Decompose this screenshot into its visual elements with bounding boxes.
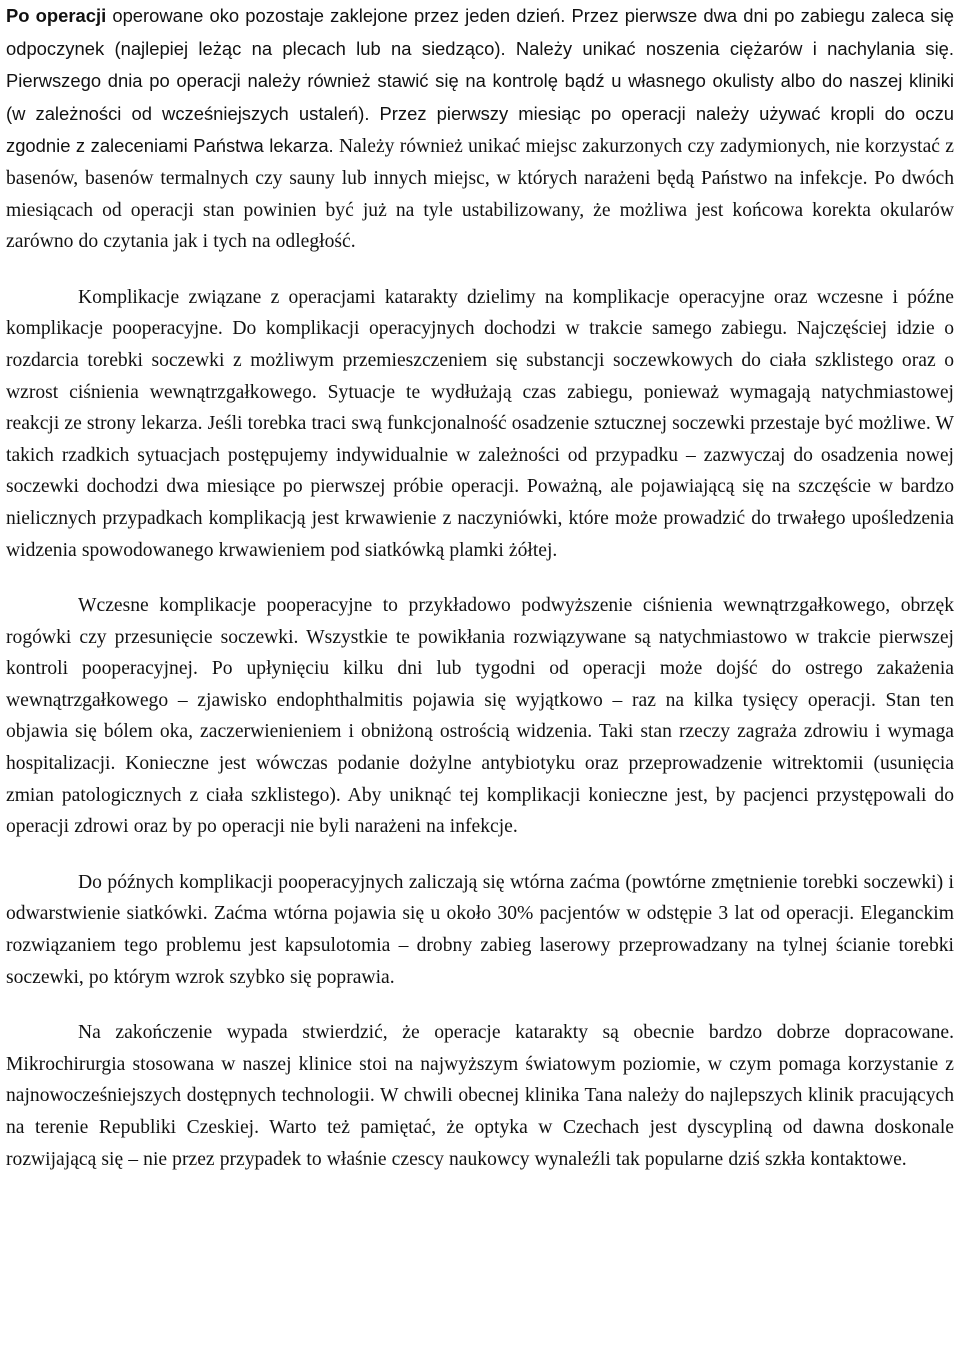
paragraph-lead-bold: Po operacji: [6, 5, 107, 26]
paragraph-postoperative-care: [6, 0, 954, 258]
paragraph-text-serif: Należy również unikać miejsc zakurzonych czy zadymionych, nie korzystać z basenów, basenów termalnych czy sauny lub innych miejsc, w których narażeni będą Państwo na infekcje. Po dwóch miesiącach od operacji stan powinien być już na tyle ustabilizowany, że możliwa jest końcowa korekta okularów zarówno do czytania jak i tych na odległość.: [6, 136, 954, 253]
paragraph-operative-complications: Komplikacje związane z operacjami katarakty dzielimy na komplikacje operacyjne oraz wczesne i późne komplikacje pooperacyjne. Do komplikacji operacyjnych dochodzi w trakcie samego zabiegu. Najczęściej idzie o rozdarcia torebki soczewki z możliwym przemieszczeniem się substancji soczewkowych do ciała szklistego oraz o wzrost ciśnienia wewnątrzgałkowego. Sytuacje te wydłużają czas zabiegu, ponieważ wymagają natychmiastowej reakcji ze strony lekarza. Jeśli torebka traci swą funkcjonalność osadzenie sztucznej soczewki przestaje być możliwe. W takich rzadkich sytuacjach postępujemy indywidualnie w zależności od przypadku – zazwyczaj do osadzenia nowej soczewki dochodzi dwa miesiące po pierwszej próbie operacji. Poważną, ale pojawiającą się na szczęście w bardzo nielicznych przypadkach komplikacją jest krwawienie z naczyniówki, które może prowadzić do trwałego upośledzenia widzenia spowodowanego krwawieniem pod siatkówką plamki żółtej.: [6, 286, 954, 561]
paragraph-early-complications: Wczesne komplikacje pooperacyjne to przykładowo podwyższenie ciśnienia wewnątrzgałkowego, obrzęk rogówki czy przesunięcie soczewki. Wszystkie te powikłania rozwiązywane są natychmiastowo w trakcie pierwszej kontroli pooperacyjnej. Po upłynięciu kilku dni lub tygodni od operacji może dojść do ostrego zakażenia wewnątrzgałkowego – zjawisko endophthalmitis pojawia się wyjątkowo – raz na kilka tysięcy operacji. Stan ten objawia się bólem oka, zaczerwienieniem i obniżoną ostrością widzenia. Taki stan rzeczy zagraża zdrowiu i wymaga hospitalizacji. Konieczne jest wówczas podanie dożylne antybiotyku oraz przeprowadzenie witrektomii (usunięcia zmian patologicznych z ciała szklistego). Aby uniknąć tej komplikacji konieczne jest, by pacjenci przystępowali do operacji zdrowi oraz by po operacji nie byli narażeni na infekcje.: [6, 595, 954, 838]
paragraph-late-complications: Do późnych komplikacji pooperacyjnych zaliczają się wtórna zaćma (powtórne zmętnienie torebki soczewki) i odwarstwienie siatkówki. Zaćma wtórna pojawia się u około 30% pacjentów w odstępie 3 lat od operacji. Eleganckim rozwiązaniem tego problemu jest kapsulotomia – drobny zabieg laserowy przeprowadzany na tylnej ścianie torebki soczewki, po którym wzrok szybko się poprawia.: [6, 871, 954, 988]
paragraph-text-sans: operowane oko pozostaje zaklejone przez jeden dzień. Przez pierwsze dwa dni po zabiegu zaleca się odpoczynek (najlepiej leżąc na plecach lub na siedząco). Należy unikać noszenia ciężarów i nachylania się. Pierwszego dnia po operacji należy również stawić się na kontrolę bądź u własnego okulisty albo do naszej kliniki (w zależności od wcześniejszych ustaleń). Przez pierwszy miesiąc po operacji należy używać kropli do oczu zgodnie z zaleceniami Państwa lekarza.: [6, 5, 954, 157]
document-page: [6, 0, 954, 1175]
paragraph-conclusion: Na zakończenie wypada stwierdzić, że operacje katarakty są obecnie bardzo dobrze dopracowane. Mikrochirurgia stosowana w naszej klinice stoi na najwyższym światowym poziomie, w czym pomaga korzystanie z najnowocześniejszych dostępnych technologii. W chwili obecnej klinika Tana należy do najlepszych klinik pracujących na terenie Republiki Czeskiej. Warto też pamiętać, że optyka w Czechach jest dyscypliną od dawna doskonale rozwijającą się – nie przez przypadek to właśnie czescy naukowcy wynaleźli tak popularne dziś szkła kontaktowe.: [6, 1022, 954, 1170]
